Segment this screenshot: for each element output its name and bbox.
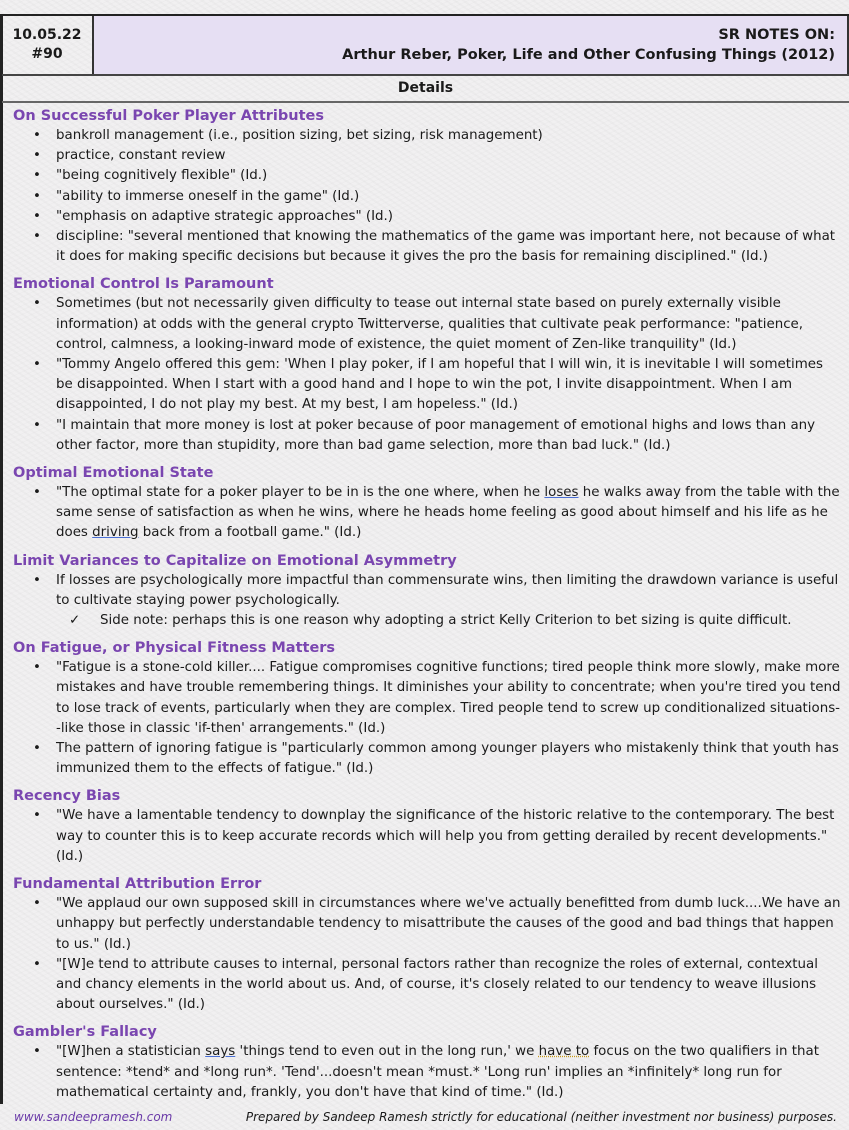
section-title: Optimal Emotional State bbox=[13, 465, 214, 482]
list-item: • "emphasis on adaptive strategic approaches" (Id.) bbox=[13, 207, 843, 227]
bullet-list bbox=[13, 806, 843, 867]
details-bar bbox=[2, 74, 849, 103]
details-label: Details bbox=[397, 79, 454, 96]
list-item: • The pattern of ignoring fatigue is "particularly common among younger players who mistakenly think that youth has immunized them to the effects of fatigue." (Id.) bbox=[13, 739, 843, 779]
section-title: Emotional Control Is Paramount bbox=[13, 276, 274, 293]
section-title: Fundamental Attribution Error bbox=[13, 876, 262, 893]
bullet-list bbox=[13, 294, 843, 456]
list-item: • practice, constant review bbox=[13, 146, 843, 166]
list-item: • "being cognitively flexible" (Id.) bbox=[13, 166, 843, 186]
note-number: #90 bbox=[31, 46, 63, 62]
bullet-list bbox=[13, 483, 843, 544]
header-title-box bbox=[94, 16, 849, 74]
note-date: 10.05.22 bbox=[12, 27, 82, 43]
list-item: • "[W]e tend to attribute causes to internal, personal factors rather than recognize the roles of external, contextual and chancy elements in the world about us. And, of course, it's closely related to our tendency to weave illusions about ourselves." (Id.) bbox=[13, 955, 843, 1016]
list-item: • discipline: "several mentioned that knowing the mathematics of the game was important here, not because of what it does for making specific decisions but because it gives the pro the basis for remaining disciplined." (Id.) bbox=[13, 227, 843, 267]
list-item: • "[W]hen a statistician says 'things tend to even out in the long run,' we have to focus on the two qualifiers in that sentence: *tend* and *long run*. 'Tend'...doesn't mean *must.* 'Long run' implies an *infinitely* long run for mathematical certainty and, frankly, you don't have that kind of time." (Id.) bbox=[13, 1042, 843, 1103]
section-title: Recency Bias bbox=[13, 788, 121, 805]
list-item: • Sometimes (but not necessarily given difficulty to tease out internal state based on purely externally visible information) at odds with the general crypto Twitterverse, qualities that cultivate peak performance: "patience, control, calmness, a looking-inward mode of existence, the quiet moment of Zen-like tranquility" (Id.) bbox=[13, 294, 843, 355]
spellcheck-underline: driving bbox=[92, 525, 139, 541]
list-item: • "The optimal state for a poker player to be in is the one where, when he loses he walks away from the table with the same sense of satisfaction as when he wins, where he heads home feeling as good about himself and his life as he does driving back from a football game." (Id.) bbox=[13, 483, 843, 544]
grammar-underline: have to bbox=[538, 1044, 590, 1060]
list-item: • "We have a lamentable tendency to downplay the significance of the historic relative to the contemporary. The best way to counter this is to keep accurate records which will help you from getting derailed by recent developments." (Id.) bbox=[13, 806, 843, 867]
website-link[interactable]: www.sandeepramesh.com bbox=[14, 1110, 173, 1124]
content bbox=[13, 106, 843, 1110]
checkmark-subitem: ✓ Side note: perhaps this is one reason why adopting a strict Kelly Criterion to bet sizing is quite difficult. bbox=[13, 611, 843, 631]
section-title: Gambler's Fallacy bbox=[13, 1024, 157, 1041]
spellcheck-underline: loses bbox=[544, 485, 579, 501]
list-item: • "Tommy Angelo offered this gem: 'When I play poker, if I am hopeful that I will win, it is inevitable I will sometimes be disappointed. When I start with a good hand and I hope to win the pot, I invite disappointment. When I am disappointed, I do not play my best. At my best, I am hopeless." (Id.) bbox=[13, 355, 843, 416]
bullet-list bbox=[13, 658, 843, 779]
list-item: • "ability to immerse oneself in the game" (Id.) bbox=[13, 187, 843, 207]
bullet-list bbox=[13, 1042, 843, 1103]
section-title: On Fatigue, or Physical Fitness Matters bbox=[13, 640, 336, 657]
bullet-list bbox=[13, 126, 843, 267]
header-label: SR NOTES ON: bbox=[718, 27, 835, 43]
list-item: • bankroll management (i.e., position sizing, bet sizing, risk management) bbox=[13, 126, 843, 146]
page-title: Arthur Reber, Poker, Life and Other Confusing Things (2012) bbox=[342, 47, 835, 63]
list-item: • "Fatigue is a stone-cold killer.... Fatigue compromises cognitive functions; tired people think more slowly, make more mistakes and have trouble remembering things. It diminishes your ability to concentrate; when you're tired you tend to lose track of events, particularly when they are complex. Tired people tend to screw up conditionalized situations--like those in classic 'if-then' arrangements." (Id.) bbox=[13, 658, 843, 739]
spellcheck-underline: says bbox=[205, 1044, 236, 1060]
list-item: • "We applaud our own supposed skill in circumstances where we've actually benefitted from dumb luck....We have an unhappy but perfectly understandable tendency to misattribute the causes of the good and bad things that happen to us." (Id.) bbox=[13, 894, 843, 955]
disclaimer: Prepared by Sandeep Ramesh strictly for educational (neither investment nor business) purposes. bbox=[245, 1110, 837, 1124]
bullet-list bbox=[13, 894, 843, 1015]
section-title: On Successful Poker Player Attributes bbox=[13, 108, 324, 124]
left-border bbox=[0, 14, 3, 1104]
header-id-box bbox=[2, 16, 94, 74]
header bbox=[2, 14, 849, 76]
bullet-list bbox=[13, 571, 843, 632]
list-item: • "I maintain that more money is lost at poker because of poor management of emotional highs and lows than any other factor, more than stupidity, more than bad game selection, more than bad luck." (Id.) bbox=[13, 416, 843, 456]
section-title: Limit Variances to Capitalize on Emotional Asymmetry bbox=[13, 552, 457, 569]
list-item: • If losses are psychologically more impactful than commensurate wins, then limiting the drawdown variance is useful to cultivate staying power psychologically. bbox=[13, 571, 843, 611]
